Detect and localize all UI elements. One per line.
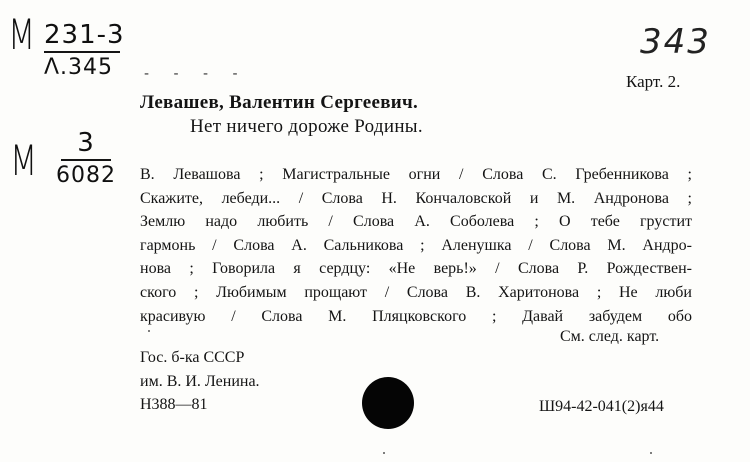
shelf-mark-1-divider [44,51,120,53]
shelf-mark-2-divider [61,159,111,161]
shelf-mark-1 [44,22,125,79]
library-imprint [140,346,260,417]
handwritten-letter-m-2: М [10,136,38,185]
card-number-label: Карт. 2. [626,72,681,91]
shelf-mark-1-top: 231-3 [44,20,125,50]
handwritten-corner-number: 343 [640,22,711,62]
card-punch-hole [362,377,414,429]
shelf-mark-1-bottom: Λ.345 [44,55,114,80]
library-line-3: Н388—81 [140,396,208,413]
contents-line: Скажите, лебеди... / Слова Н. Кончаловской и М. Андронова ; [140,189,692,207]
work-title: Нет ничего дороже Родины. [190,116,423,137]
handwritten-letter-m-1: М [8,10,36,59]
library-line-2: им. В. И. Ленина. [140,372,260,390]
contents-line: красивую / Слова М. Пляцковского ; Давай забудем обо [140,307,692,325]
shelf-mark-2 [56,130,116,187]
contents-line: ского ; Любимым прощают / Слова В. Харитонова ; Не люби [140,283,692,301]
dust-speck [650,452,652,454]
contents-line: гармонь / Слова А. Сальникова ; Аленушка / Слова М. Андро- [140,236,692,254]
shelf-mark-2-top: 3 [77,128,95,158]
author-heading: Левашев, Валентин Сергеевич. [140,92,419,113]
dust-speck [383,452,385,454]
contents-note [140,163,692,328]
contents-line: нова ; Говорила я сердцу: «Не верь!» / Слова Р. Рождествен- [140,260,692,278]
shelf-mark-2-bottom: 6082 [56,163,116,188]
library-line-1: Гос. б-ка СССР [140,349,245,366]
faint-dash-marks: - - - - [144,66,248,82]
contents-line: Землю надо любить / Слова А. Соболева ; О тебе грустит [140,213,692,231]
contents-line: В. Левашова ; Магистральные огни / Слова С. Гребенникова ; [140,166,692,183]
dust-speck [148,330,150,332]
classification-code: Ш94-42-041(2)я44 [539,398,664,415]
see-next-card-note: См. след. карт. [560,328,660,345]
